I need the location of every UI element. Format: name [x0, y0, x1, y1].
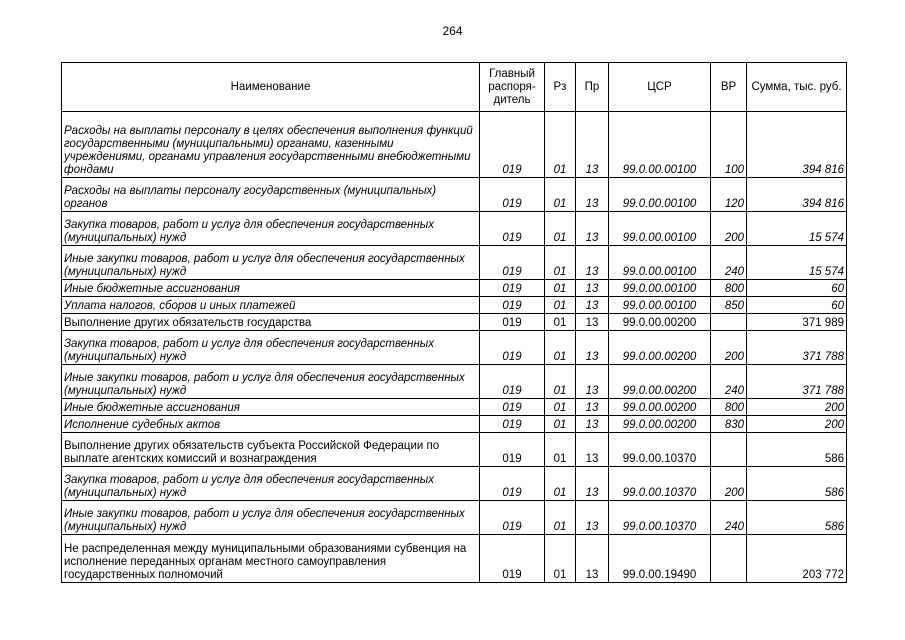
cell-glav: 019 — [480, 399, 545, 416]
cell-vr — [711, 535, 747, 583]
cell-rz: 01 — [545, 212, 576, 246]
cell-sum: 371 989 — [747, 314, 847, 331]
cell-sum: 203 772 — [747, 535, 847, 583]
table-row — [62, 297, 847, 314]
cell-name: Иные бюджетные ассигнования — [62, 399, 480, 416]
cell-sum: 200 — [747, 399, 847, 416]
cell-glav: 019 — [480, 246, 545, 280]
cell-name: Выполнение других обязательств государства — [62, 314, 480, 331]
cell-vr: 240 — [711, 365, 747, 399]
cell-name: Закупка товаров, работ и услуг для обеспечения государственных (муниципальных) нужд — [62, 212, 480, 246]
cell-rz: 01 — [545, 331, 576, 365]
page-number: 264 — [442, 24, 463, 38]
cell-vr: 240 — [711, 501, 747, 535]
cell-csr: 99.0.00.00200 — [609, 416, 711, 433]
header-glav: Главный распоря-дитель — [480, 63, 545, 112]
cell-pr: 13 — [576, 365, 609, 399]
cell-rz: 01 — [545, 178, 576, 212]
cell-glav: 019 — [480, 433, 545, 467]
cell-pr: 13 — [576, 212, 609, 246]
cell-name: Уплата налогов, сборов и иных платежей — [62, 297, 480, 314]
table-row — [62, 212, 847, 246]
cell-glav: 019 — [480, 467, 545, 501]
cell-glav: 019 — [480, 501, 545, 535]
cell-vr: 100 — [711, 112, 747, 178]
cell-glav: 019 — [480, 365, 545, 399]
cell-glav: 019 — [480, 280, 545, 297]
table-row — [62, 433, 847, 467]
table-header-row — [62, 63, 847, 112]
cell-csr: 99.0.00.00200 — [609, 399, 711, 416]
cell-pr: 13 — [576, 178, 609, 212]
cell-vr: 240 — [711, 246, 747, 280]
header-csr: ЦСР — [609, 63, 711, 112]
cell-vr: 200 — [711, 467, 747, 501]
cell-sum: 15 574 — [747, 212, 847, 246]
cell-pr: 13 — [576, 297, 609, 314]
table-row — [62, 178, 847, 212]
cell-vr: 850 — [711, 297, 747, 314]
table-row — [62, 365, 847, 399]
cell-rz: 01 — [545, 297, 576, 314]
cell-rz: 01 — [545, 399, 576, 416]
cell-glav: 019 — [480, 535, 545, 583]
cell-csr: 99.0.00.00100 — [609, 212, 711, 246]
table-row — [62, 314, 847, 331]
cell-sum: 586 — [747, 467, 847, 501]
cell-sum: 60 — [747, 280, 847, 297]
cell-csr: 99.0.00.00100 — [609, 280, 711, 297]
header-sum: Сумма, тыс. руб. — [747, 63, 847, 112]
cell-rz: 01 — [545, 280, 576, 297]
cell-csr: 99.0.00.00200 — [609, 314, 711, 331]
table-body — [62, 112, 847, 583]
cell-rz: 01 — [545, 416, 576, 433]
cell-rz: 01 — [545, 501, 576, 535]
cell-pr: 13 — [576, 535, 609, 583]
table-row — [62, 399, 847, 416]
table-row — [62, 112, 847, 178]
cell-csr: 99.0.00.00100 — [609, 178, 711, 212]
cell-rz: 01 — [545, 365, 576, 399]
cell-rz: 01 — [545, 433, 576, 467]
cell-csr: 99.0.00.10370 — [609, 467, 711, 501]
cell-name: Иные закупки товаров, работ и услуг для обеспечения государственных (муниципальных) нужд — [62, 246, 480, 280]
cell-pr: 13 — [576, 467, 609, 501]
cell-rz: 01 — [545, 467, 576, 501]
cell-sum: 394 816 — [747, 178, 847, 212]
cell-csr: 99.0.00.00100 — [609, 297, 711, 314]
cell-name: Расходы на выплаты персоналу государственных (муниципальных) органов — [62, 178, 480, 212]
cell-csr: 99.0.00.00200 — [609, 331, 711, 365]
table-row — [62, 280, 847, 297]
table-row — [62, 535, 847, 583]
cell-sum: 200 — [747, 416, 847, 433]
header-pr: Пр — [576, 63, 609, 112]
cell-name: Иные закупки товаров, работ и услуг для обеспечения государственных (муниципальных) нужд — [62, 365, 480, 399]
cell-vr: 800 — [711, 399, 747, 416]
cell-name: Закупка товаров, работ и услуг для обеспечения государственных (муниципальных) нужд — [62, 331, 480, 365]
cell-rz: 01 — [545, 314, 576, 331]
header-vr: ВР — [711, 63, 747, 112]
cell-name: Расходы на выплаты персоналу в целях обеспечения выполнения функций государственными (муниципальными) органами, казенными учреждениями, органами управления государственными внебюджетными фондами — [62, 112, 480, 178]
cell-glav: 019 — [480, 178, 545, 212]
header-name: Наименование — [62, 63, 480, 112]
cell-sum: 586 — [747, 433, 847, 467]
cell-name: Выполнение других обязательств субъекта Российской Федерации по выплате агентских комиссий и вознаграждения — [62, 433, 480, 467]
cell-vr — [711, 314, 747, 331]
cell-csr: 99.0.00.19490 — [609, 535, 711, 583]
cell-csr: 99.0.00.10370 — [609, 433, 711, 467]
cell-pr: 13 — [576, 416, 609, 433]
cell-glav: 019 — [480, 212, 545, 246]
header-rz: Рз — [545, 63, 576, 112]
cell-vr: 830 — [711, 416, 747, 433]
cell-rz: 01 — [545, 246, 576, 280]
cell-pr: 13 — [576, 331, 609, 365]
cell-csr: 99.0.00.00100 — [609, 246, 711, 280]
table-row — [62, 501, 847, 535]
cell-sum: 394 816 — [747, 112, 847, 178]
cell-sum: 586 — [747, 501, 847, 535]
cell-vr — [711, 433, 747, 467]
cell-pr: 13 — [576, 246, 609, 280]
cell-glav: 019 — [480, 416, 545, 433]
cell-name: Иные бюджетные ассигнования — [62, 280, 480, 297]
cell-vr: 800 — [711, 280, 747, 297]
cell-pr: 13 — [576, 399, 609, 416]
cell-glav: 019 — [480, 314, 545, 331]
table-row — [62, 416, 847, 433]
cell-name: Закупка товаров, работ и услуг для обеспечения государственных (муниципальных) нужд — [62, 467, 480, 501]
cell-sum: 371 788 — [747, 365, 847, 399]
cell-csr: 99.0.00.00200 — [609, 365, 711, 399]
cell-name: Не распределенная между муниципальными образованиями субвенция на исполнение переданных органам местного самоуправления государственных полномочий — [62, 535, 480, 583]
cell-vr: 120 — [711, 178, 747, 212]
cell-pr: 13 — [576, 112, 609, 178]
table-row — [62, 467, 847, 501]
cell-rz: 01 — [545, 112, 576, 178]
cell-glav: 019 — [480, 112, 545, 178]
cell-csr: 99.0.00.00100 — [609, 112, 711, 178]
cell-vr: 200 — [711, 212, 747, 246]
cell-pr: 13 — [576, 314, 609, 331]
cell-pr: 13 — [576, 501, 609, 535]
budget-table — [61, 62, 847, 583]
cell-name: Иные закупки товаров, работ и услуг для обеспечения государственных (муниципальных) нужд — [62, 501, 480, 535]
cell-pr: 13 — [576, 433, 609, 467]
cell-glav: 019 — [480, 331, 545, 365]
table-row — [62, 331, 847, 365]
cell-csr: 99.0.00.10370 — [609, 501, 711, 535]
cell-rz: 01 — [545, 535, 576, 583]
cell-pr: 13 — [576, 280, 609, 297]
cell-glav: 019 — [480, 297, 545, 314]
cell-sum: 371 788 — [747, 331, 847, 365]
cell-sum: 15 574 — [747, 246, 847, 280]
cell-vr: 200 — [711, 331, 747, 365]
cell-name: Исполнение судебных актов — [62, 416, 480, 433]
cell-sum: 60 — [747, 297, 847, 314]
table-row — [62, 246, 847, 280]
